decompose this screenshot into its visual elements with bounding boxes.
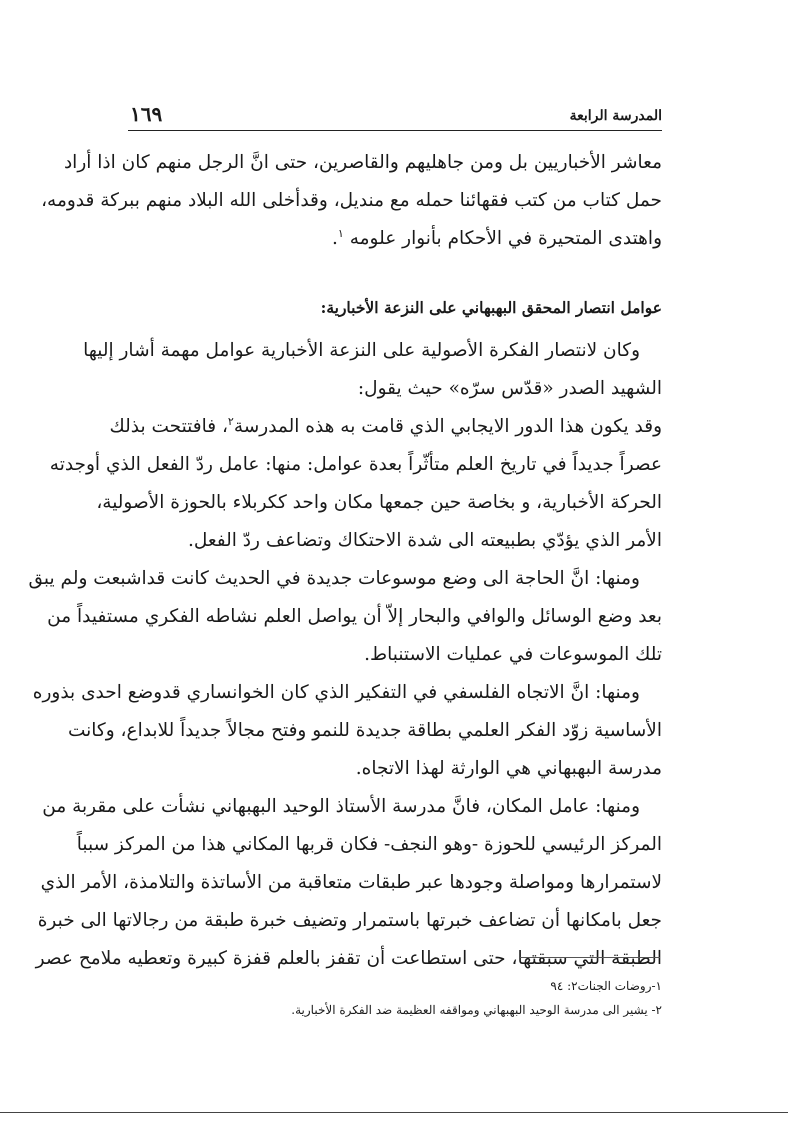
text-line: ومنها: انَّ الحاجة الى وضع موسوعات جديدة في الحديث كانت قداشبعت ولم يبق [28, 568, 640, 589]
footnote: ٢- يشير الى مدرسة الوحيد البهبهاني ومواقفه العظيمة ضد الفكرة الأخبارية. [291, 1003, 662, 1017]
main-text [28, 144, 662, 978]
running-header [128, 100, 662, 131]
text-line: الأساسية زوّد الفكر العلمي بطاقة جديدة للنمو وفتح مجالاً جديداً للابداع، وكانت [67, 720, 662, 741]
page-edge-line [0, 1112, 788, 1113]
text-line: معاشر الأخباريين بل ومن جاهليهم والقاصرين، حتى انَّ الرجل منهم كان اذا أراد [63, 152, 662, 173]
text-line: حمل كتاب من كتب فقهائنا حمله مع منديل، وقدأخلى الله البلاد منهم ببركة قدومه، [41, 190, 662, 211]
text-span: ، فافتتحت بذلك [109, 416, 228, 437]
footnote: ١-روضات الجنات٢: ٩٤ [550, 979, 662, 993]
text-line: ومنها: انَّ الاتجاه الفلسفي في التفكير الذي كان الخوانساري قدوضع احدى بذوره [32, 682, 640, 703]
footnote-divider [520, 957, 660, 958]
footnotes [132, 974, 662, 1022]
chapter-title: المدرسة الرابعة [569, 108, 662, 124]
text-line: الأمر الذي يؤدّي بطبيعته الى شدة الاحتكاك وتضاعف ردّ الفعل. [187, 530, 662, 551]
section-heading: عوامل انتصار المحقق البهبهاني على النزعة الأخبارية: [320, 298, 662, 317]
text-line: جعل بامكانها أن تضاعف خبرتها باستمرار وتضيف خبرة طبقة من رجالاتها الى خبرة [37, 910, 662, 931]
text-line: بعد وضع الوسائل والوافي والبحار إلاّ أن يواصل العلم نشاطه الفكري مستفيداً من [47, 606, 662, 627]
text-line: عصراً جديداً في تاريخ العلم متأثّراً بعدة عوامل: منها: عامل ردّ الفعل الذي أوجدته [49, 454, 662, 475]
footnote-ref[interactable]: ١ [337, 226, 344, 240]
text-line [109, 408, 662, 446]
text-line: ومنها: عامل المكان، فانَّ مدرسة الأستاذ الوحيد البهبهاني نشأت على مقربة من [42, 796, 640, 817]
spacer [132, 258, 662, 290]
text-line: وكان لانتصار الفكرة الأصولية على النزعة الأخبارية عوامل مهمة أشار إليها [83, 340, 640, 361]
text-line: الحركة الأخبارية، و بخاصة حين جمعها مكان واحد ككربلاء بالحوزة الأصولية، [96, 492, 662, 513]
text-line: لاستمرارها ومواصلة وجودها عبر طبقات متعاقبة من الأساتذة والتلامذة، الأمر الذي [40, 872, 662, 893]
text-line: المركز الرئيسي للحوزة -وهو النجف- فكان قربها المكاني هذا من المركز سبباً [76, 834, 662, 855]
text-line: واهتدى المتحيرة في الأحكام بأنوار علومه $^١$. [332, 226, 662, 249]
text-line: مدرسة البهبهاني هي الوارثة لهذا الاتجاه. [355, 758, 662, 779]
text-span: واهتدى المتحيرة في الأحكام بأنوار علومه [349, 228, 662, 249]
text-line: تلك الموسوعات في عمليات الاستنباط. [364, 644, 662, 665]
page-number: ١٦٩ [130, 102, 163, 126]
text-line: الشهيد الصدر «قدّس سرّه» حيث يقول: [357, 378, 662, 399]
text-span: وقد يكون هذا الدور الايجابي الذي قامت به هذه المدرسة [233, 416, 662, 437]
text-line: الطبقة التي سبقتها، حتى استطاعت أن تقفز بالعلم قفزة كبيرة وتعطيه ملامح عصر [35, 948, 662, 969]
footnote-ref[interactable]: ٢ [227, 414, 234, 428]
